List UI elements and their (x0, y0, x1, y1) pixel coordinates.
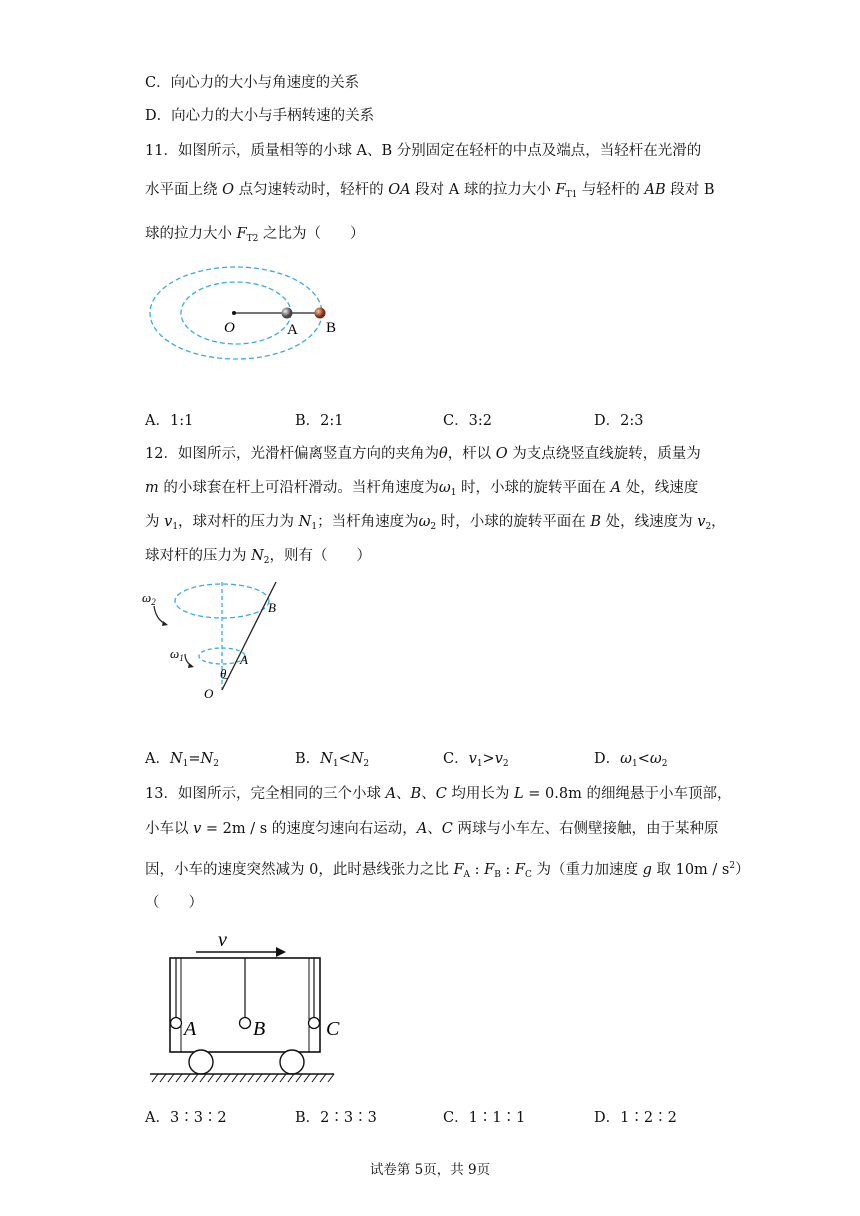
q12-option-c: C．$v_1>v_2$ (443, 751, 509, 769)
smooth-rod (222, 582, 276, 690)
q11-option-b: B．2:1 (295, 413, 344, 429)
page-footer: 试卷第 5页，共 9页 (369, 1162, 491, 1178)
label-omega2: $\omega_2$ (142, 590, 156, 607)
label-a: A (287, 322, 298, 338)
q13-option-b: B．2∶3∶3 (295, 1110, 377, 1126)
ball-a (282, 308, 293, 319)
q13-line-3: 因，小车的速度突然减为 0，此时悬线张力之比 $F_A$ : $F_B$ : $F_C$ 为（重力加速度 g 取 $10m / s^2$） (145, 861, 750, 880)
q11-line-2: 水平面上绕 O 点匀速转动时，轻杆的 OA 段对 A 球的拉力大小 $F_{T1}$ 与轻杆的 AB 段对 B (145, 182, 715, 200)
q11-option-d: D．2:3 (594, 413, 644, 429)
pivot-o (232, 311, 236, 315)
label-b: B (253, 1018, 266, 1040)
label-a: A (240, 652, 248, 667)
ball-b (315, 308, 326, 319)
q10-option-c: C．向心力的大小与角速度的关系 (145, 75, 360, 91)
label-a: A (184, 1018, 197, 1040)
q10-option-d: D．向心力的大小与手柄转速的关系 (145, 108, 375, 124)
ball-b (240, 1018, 251, 1029)
q12-line-2: m 的小球套在杆上可沿杆滑动。当杆角速度为$\omega_1$ 时，小球的旋转平面在 A 处，线速度 (145, 480, 699, 498)
q12-line-4: 球对杆的压力为 $N_2$，则有（ ） (145, 548, 372, 566)
label-b: B (326, 320, 337, 336)
omega2-arrow (154, 606, 166, 624)
q12-option-a: A．$N_1=N_2$ (145, 751, 219, 769)
q13-option-a: A．3∶3∶2 (145, 1110, 227, 1126)
q12-line-3: 为 $v_1$，球对杆的压力为 $N_1$；当杆角速度为$\omega_2$ 时，小球的旋转平面在 B 处，线速度为 $v_2$， (145, 514, 726, 532)
wheel-left (189, 1050, 213, 1074)
label-b: B (268, 600, 276, 615)
q11-option-a: A．1:1 (145, 413, 194, 429)
ball-a (171, 1018, 182, 1029)
q13-line-1: 13．如图所示，完全相同的三个小球 A、B、C 均用长为 L = 0.8m 的细绳悬于小车顶部， (145, 786, 732, 802)
ball-c (309, 1018, 320, 1029)
q13-figure (146, 926, 342, 1086)
q12-option-d: D．$\omega_1<\omega_2$ (594, 751, 668, 769)
q13-line-4: （ ） (145, 895, 203, 911)
label-omega1: $\omega_1$ (170, 646, 184, 663)
label-o: O (224, 320, 235, 336)
label-v: v (218, 929, 227, 951)
q13-option-d: D．1∶2∶2 (594, 1110, 677, 1126)
omega1-arrow (185, 654, 192, 666)
q12-figure (140, 582, 290, 707)
q12-option-b: B．$N_1<N_2$ (295, 751, 370, 769)
q13-option-c: C．1∶1∶1 (443, 1110, 526, 1126)
label-o: O (204, 686, 214, 701)
q11-option-c: C．3:2 (443, 413, 492, 429)
ground-hatch (152, 1074, 334, 1082)
q11-line-1: 11．如图所示，质量相等的小球 A、B 分别固定在轻杆的中点及端点，当轻杆在光滑的 (145, 143, 702, 159)
q12-line-1: 12．如图所示，光滑杆偏离竖直方向的夹角为θ，杆以 O 为支点绕竖直线旋转，质量为 (145, 446, 701, 462)
q13-line-2: 小车以 v = 2m / s 的速度匀速向右运动，A、C 两球与小车左、右侧壁接触，由于某种原 (145, 821, 719, 837)
label-c: C (326, 1018, 340, 1040)
wheel-right (280, 1050, 304, 1074)
label-theta: θ (220, 666, 227, 681)
q11-figure (140, 262, 340, 372)
q11-line-3: 球的拉力大小 $F_{T2}$ 之比为（ ） (145, 226, 365, 244)
